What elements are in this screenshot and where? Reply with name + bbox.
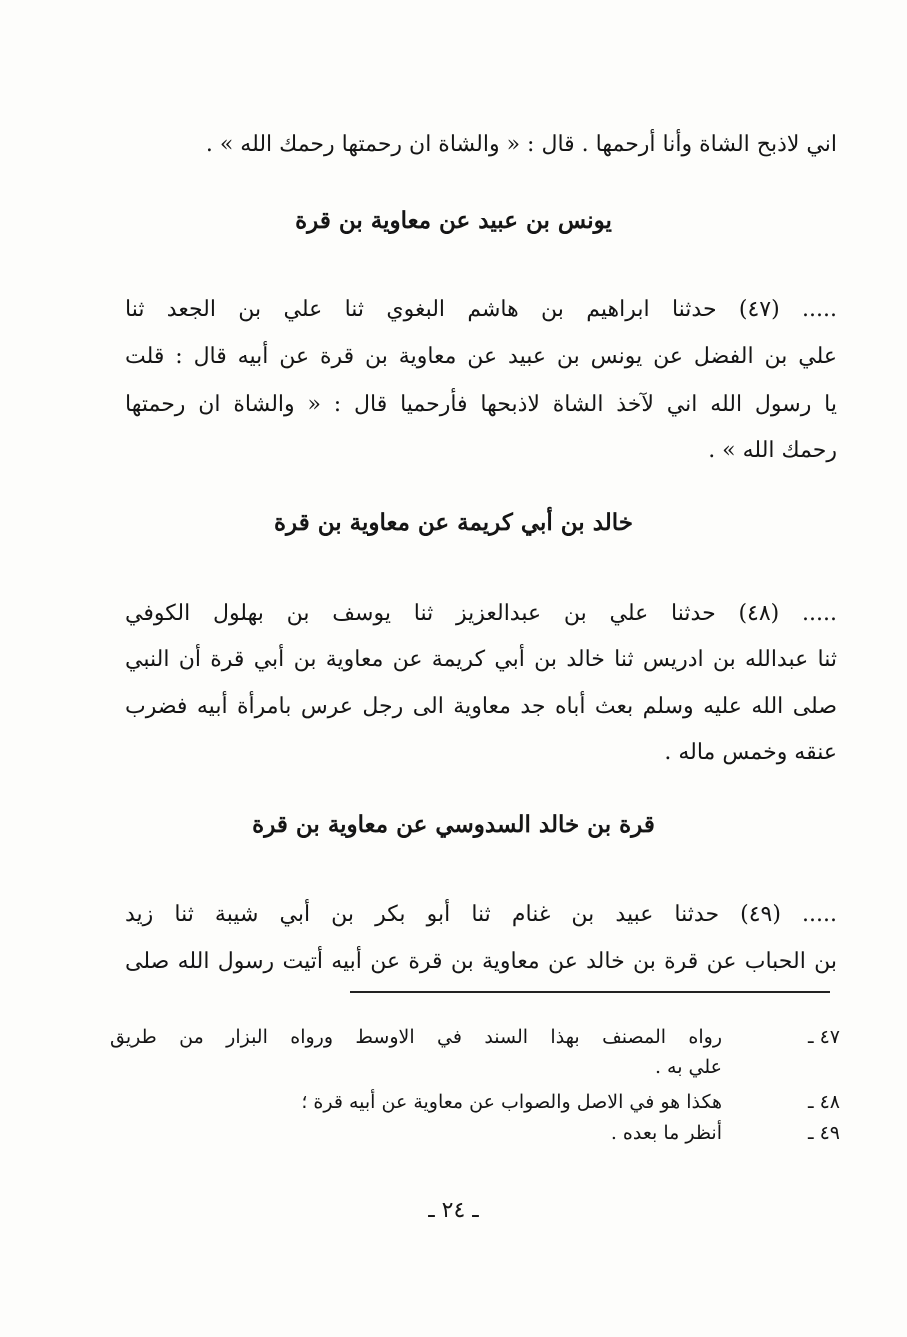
hadith-48-line-2: ثنا عبدالله بن ادريس ثنا خالد بن أبي كريمة عن معاوية بن أبي قرة أن النبي xyxy=(125,647,837,672)
hadith-47-line-4: رحمك الله » . xyxy=(708,438,837,463)
section-heading-yunus: يونس بن عبيد عن معاوية بن قرة xyxy=(295,207,612,234)
hadith-48-line-4: عنقه وخمس ماله . xyxy=(664,740,837,765)
footnote-text: هكذا هو في الاصل والصواب عن معاوية عن أبيه قرة ؛ xyxy=(301,1091,722,1113)
section-heading-qurra: قرة بن خالد السدوسي عن معاوية بن قرة xyxy=(252,811,655,838)
hadith-47-line-3: يا رسول الله اني لآخذ الشاة لاذبحها فأرحميا قال : « والشاة ان رحمتها xyxy=(125,392,837,417)
page-number: ـ ٢٤ ـ xyxy=(428,1198,479,1223)
footnote-number: ٤٩ ـ xyxy=(807,1122,840,1144)
footnote-47 xyxy=(110,1022,840,1052)
footnote-48 xyxy=(110,1087,840,1117)
footnote-number: ٤٨ ـ xyxy=(807,1091,840,1113)
section-heading-khalid: خالد بن أبي كريمة عن معاوية بن قرة xyxy=(273,509,634,536)
footnote-49 xyxy=(110,1118,840,1148)
footnote-text: رواه المصنف بهذا السند في الاوسط ورواه البزار من طريق xyxy=(110,1026,722,1048)
hadith-47-line-2: علي بن الفضل عن يونس بن عبيد عن معاوية بن قرة عن أبيه قال : قلت xyxy=(125,344,837,369)
footnote-text: أنظر ما بعده . xyxy=(610,1122,722,1144)
hadith-49-line-2: بن الحباب عن قرة بن خالد عن معاوية بن قرة عن أبيه أتيت رسول الله صلى xyxy=(125,949,837,974)
hadith-49-line-1: ..... (٤٩) حدثنا عبيد بن غنام ثنا أبو بكر بن أبي شيبة ثنا زيد xyxy=(125,902,837,927)
footnote-number: ٤٧ ـ xyxy=(807,1026,840,1048)
continuation-line: اني لاذبح الشاة وأنا أرحمها . قال : « والشاة ان رحمتها رحمك الله » . xyxy=(205,132,837,157)
footnote-divider xyxy=(350,991,830,993)
hadith-48-line-1: ..... (٤٨) حدثنا علي بن عبدالعزيز ثنا يوسف بن بهلول الكوفي xyxy=(125,601,837,626)
footnote-47-continuation xyxy=(110,1052,840,1082)
hadith-47-line-1: ..... (٤٧) حدثنا ابراهيم بن هاشم البغوي ثنا علي بن الجعد ثنا xyxy=(125,297,837,322)
footnote-text-continuation: علي به . xyxy=(654,1056,722,1078)
hadith-48-line-3: صلى الله عليه وسلم بعث أباه جد معاوية الى رجل عرس بامرأة أبيه فضرب xyxy=(125,694,837,719)
